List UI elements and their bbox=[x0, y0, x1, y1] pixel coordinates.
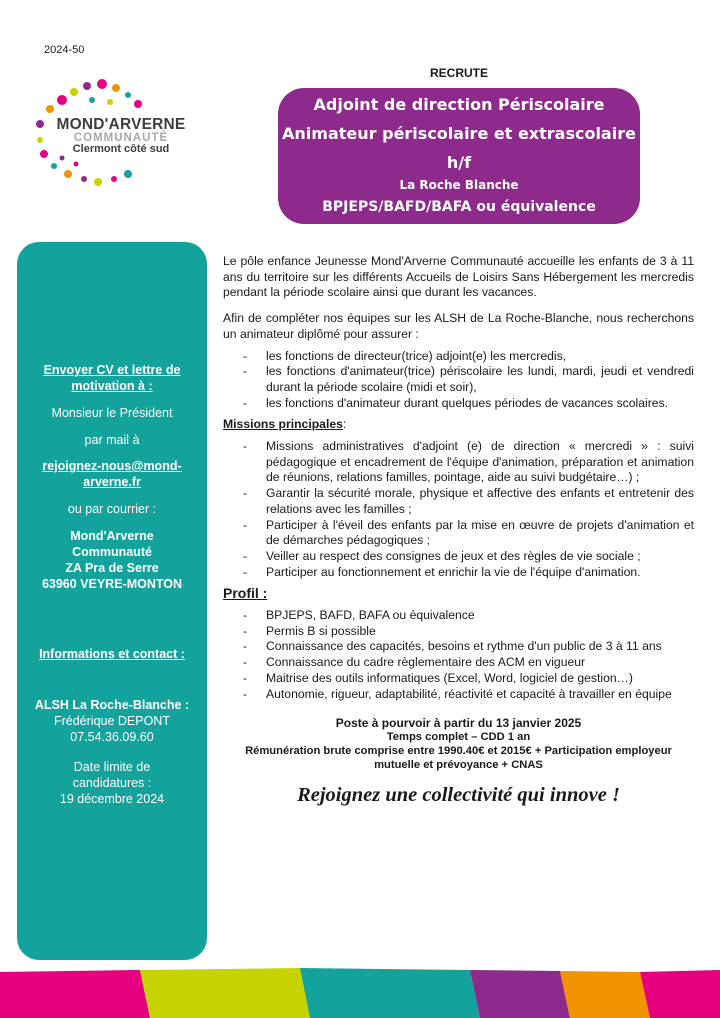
list-item: - les fonctions d'animateur(trice) périscolaire les lundi, mardi, jeudi et vendredi durant la période scolaire (midi et soir), bbox=[243, 364, 694, 394]
list-item: - les fonctions de directeur(trice) adjoint(e) les mercredis, bbox=[243, 348, 567, 363]
logo-tagline: Clermont côté sud bbox=[72, 143, 170, 155]
salary: Rémunération brute comprise entre 1990.40€ et 2015€ + Participation employeur mutuelle et prévoyance + CNAS bbox=[245, 745, 672, 772]
deadline-date: 19 décembre 2024 bbox=[59, 792, 165, 806]
list-item: - Participer au fonctionnement et enrichir la vie de l'équipe d'animation. bbox=[243, 564, 641, 579]
info-heading: Informations et contact : bbox=[39, 647, 185, 661]
list-item: - BPJEPS, BAFD, BAFA ou équivalence bbox=[243, 608, 475, 623]
list-item: - Connaissance des capacités, besoins et rythme d'un public de 3 à 11 ans bbox=[243, 639, 662, 654]
profile-heading: Profil : bbox=[223, 585, 268, 602]
deadline-label-1: Date limite de bbox=[73, 760, 151, 774]
start-date: Poste à pourvoir à partir du 13 janvier 2025 bbox=[335, 716, 582, 731]
job-location: La Roche Blanche bbox=[399, 178, 519, 192]
deadline-label-2: candidatures : bbox=[72, 776, 152, 790]
list-item: - Connaissance du cadre règlementaire des ACM en vigueur bbox=[243, 655, 586, 670]
job-diplomas: BPJEPS/BAFD/BAFA ou équivalence bbox=[322, 199, 596, 215]
contact-place: ALSH La Roche-Blanche : bbox=[34, 698, 190, 712]
list-item: - Permis B si possible bbox=[243, 623, 376, 638]
title-banner bbox=[278, 88, 640, 224]
contact-name: Frédérique DEPONT bbox=[53, 714, 170, 728]
by-post-label: ou par courrier : bbox=[67, 502, 157, 516]
address-line-1: Mond'Arverne bbox=[70, 529, 154, 543]
contract-type: Temps complet – CDD 1 an bbox=[386, 731, 531, 744]
list-item: - Missions administratives d'adjoint (e) de direction « mercredi » : suivi pédagogique et encadrement de l'équipe d'animation, préparation et animation de réunions, relations familles, pointage, aide au suivi budgétaire…) ; bbox=[243, 439, 694, 485]
list-item: - Maitrise des outils informatiques (Excel, Word, logiciel de gestion…) bbox=[243, 670, 633, 685]
logo-name: MOND'ARVERNE bbox=[56, 116, 186, 133]
reference-number: 2024-50 bbox=[44, 44, 85, 56]
list-item: - Autonomie, rigueur, adaptabilité, réactivité et capacité à travailler en équipe bbox=[243, 686, 672, 701]
address-line-4: 63960 VEYRE-MONTON bbox=[41, 577, 183, 591]
address-line-2: Communauté bbox=[72, 545, 152, 559]
list-item: - Garantir la sécurité morale, physique et affective des enfants et entretenir des relations avec les familles ; bbox=[243, 486, 694, 516]
job-title-2: Animateur périscolaire et extrascolaire bbox=[282, 124, 636, 143]
duties-list bbox=[223, 349, 694, 412]
recrute-label: RECRUTE bbox=[430, 66, 489, 80]
logo-subtitle: COMMUNAUTÉ bbox=[73, 132, 169, 144]
contact-sidebar bbox=[17, 242, 207, 960]
list-item: - Veiller au respect des consignes de jeux et des règles de vie sociale ; bbox=[243, 548, 641, 563]
contact-phone: 07.54.36.09.60 bbox=[70, 730, 154, 744]
main-content bbox=[223, 254, 694, 807]
profile-list bbox=[223, 608, 694, 702]
logo bbox=[32, 78, 212, 188]
address-line-3: ZA Pra de Serre bbox=[65, 561, 159, 575]
color-stripe bbox=[0, 968, 720, 1018]
list-item: - Participer à l'éveil des enfants par la mise en œuvre de projets d'animation et de démarches pédagogiques ; bbox=[243, 517, 694, 548]
intro-paragraph-1: Le pôle enfance Jeunesse Mond'Arverne Communauté accueille les enfants de 3 à 11 ans du territoire sur les différents Accueils de Loisirs Sans Hébergement les mercredis pendant la période scolaire ainsi que durant les vacances. bbox=[223, 254, 694, 300]
job-title-3: h/f bbox=[446, 153, 472, 172]
email-link[interactable]: rejoignez-nous@mond-arverne.fr bbox=[42, 459, 182, 489]
slogan: Rejoignez une collectivité qui innove ! bbox=[297, 784, 620, 807]
intro-paragraph-2: Afin de compléter nos équipes sur les ALSH de La Roche-Blanche, nous recherchons un animateur diplômé pour assurer : bbox=[223, 311, 694, 341]
conditions-block bbox=[223, 716, 694, 772]
by-mail-label: par mail à bbox=[84, 433, 140, 447]
missions-heading: Missions principales: bbox=[223, 417, 347, 432]
recipient: Monsieur le Président bbox=[51, 406, 173, 420]
send-heading: Envoyer CV et lettre de motivation à : bbox=[43, 363, 181, 393]
missions-list bbox=[223, 439, 694, 580]
list-item: - les fonctions d'animateur durant quelques périodes de vacances scolaires. bbox=[243, 395, 669, 410]
job-title-1: Adjoint de direction Périscolaire bbox=[313, 95, 605, 114]
